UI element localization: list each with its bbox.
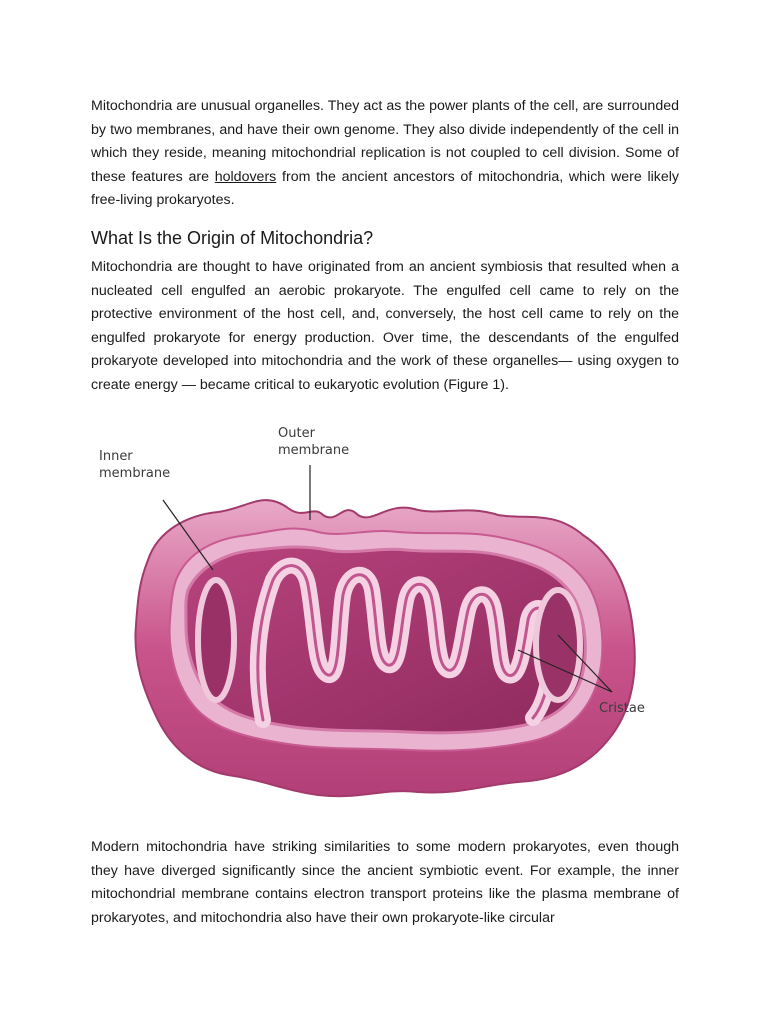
section-heading: What Is the Origin of Mitochondria? [91,228,374,248]
mitochondrion-figure [88,420,688,810]
cristae-label: Cristae [599,701,645,716]
holdovers-link[interactable]: holdovers [214,168,277,185]
outer-membrane-label: Outer membrane [278,426,350,458]
left-crista [198,580,234,700]
paragraph-intro-text: Mitochondria are unusual organelles. They act as the power plants of the cell, are surrounded by two membranes, and have their own genome. They also divide independently of the cell in which they reside, meaning mitochondrial replication is not coupled to cell division. Some of these features are [91,98,679,185]
paragraph-origin: Mitochondria are thought to have originated from an ancient symbiosis that resulted when a nucleated cell engulfed an aerobic prokaryote. The engulfed cell came to rely on the protective environment of the host cell, and, conversely, the host cell came to rely on the engulfed prokaryote for energy production. Over time, the descendants of the engulfed prokaryote developed into mitochondria and the work of these organelles— using oxygen to create energy — became critical to eukaryotic evolution (Figure 1). [91,259,679,393]
inner-membrane-label: Inner membrane [99,449,171,481]
paragraph-intro [91,95,679,213]
paragraph-similarities: Modern mitochondria have striking similarities to some modern prokaryotes, even though they have diverged significantly since the ancient symbiotic event. For example, the inner mitochondrial membrane contains electron transport proteins like the plasma membrane of prokaryotes, and mitochondria also have their own prokaryote-like circular [91,839,679,926]
mitochondrion-illustration [88,420,688,810]
paragraph-intro-text-end: from the ancient ancestors of mitochondria, which were likely free-living prokaryotes. [91,168,679,209]
right-crista [536,590,580,700]
